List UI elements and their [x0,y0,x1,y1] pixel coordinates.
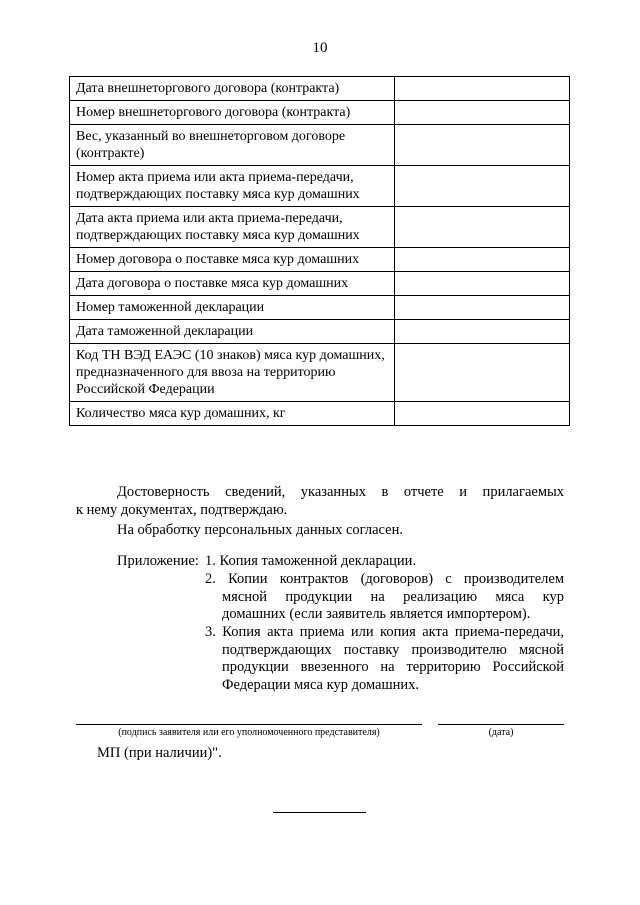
report-table [69,76,570,426]
row-label: Дата внешнеторгового договора (контракта) [70,77,395,101]
table-row [70,166,570,207]
attachment-item-2-line-2: мясной продукции на реализацию мяса кур [222,589,564,605]
row-label: Количество мяса кур домашних, кг [70,402,395,426]
row-value [395,320,570,344]
table-row [70,320,570,344]
stamp-note: МП (при наличии)". [97,745,222,761]
table-row [70,248,570,272]
row-label: Дата договора о поставке мяса кур домашних [70,272,395,296]
signature-line [76,724,422,725]
row-label: Вес, указанный во внешнеторговом договоре (контракте) [70,125,395,166]
row-value [395,402,570,426]
statement-line-2: к нему документах, подтверждаю. [76,502,288,518]
table-row [70,344,570,402]
row-value [395,125,570,166]
row-value [395,272,570,296]
row-label: Дата акта приема или акта приема-передачи, подтверждающих поставку мяса кур домашних [70,207,395,248]
row-label: Дата таможенной декларации [70,320,395,344]
attachment-item-1: 1. Копия таможенной декларации. [205,553,417,569]
table-row [70,101,570,125]
attachment-item-2-line-3: домашних (если заявитель является импортером). [222,606,531,622]
row-value [395,296,570,320]
attachment-item-3-line-2: подтверждающих поставку производителю мясной [222,642,564,658]
table-row [70,77,570,101]
consent-text: На обработку персональных данных согласен. [117,522,403,538]
attachments-heading: Приложение: [117,553,199,569]
table-row [70,125,570,166]
row-label: Номер таможенной декларации [70,296,395,320]
row-label: Номер внешнеторгового договора (контракта) [70,101,395,125]
row-value [395,166,570,207]
row-label: Код ТН ВЭД ЕАЭС (10 знаков) мяса кур домашних, предназначенного для ввоза на территорию Российской Федерации [70,344,395,402]
signature-caption: (подпись заявителя или его уполномоченного представителя) [118,727,380,738]
table-row [70,402,570,426]
row-value [395,344,570,402]
page-number: 10 [312,40,328,56]
table-row [70,207,570,248]
attachment-item-3-line-4: Федерации мяса кур домашних. [222,677,420,693]
date-caption: (дата) [488,727,514,738]
statement-line-1: Достоверность сведений, указанных в отчете и прилагаемых [117,484,564,500]
end-rule [273,812,366,813]
date-line [438,724,564,725]
row-value [395,248,570,272]
attachment-item-2-line-1: 2. Копии контрактов (договоров) с производителем [205,571,564,587]
table-row [70,296,570,320]
row-label: Номер договора о поставке мяса кур домашних [70,248,395,272]
attachment-item-3-line-1: 3. Копия акта приема или копия акта приема-передачи, [205,624,564,640]
row-value [395,101,570,125]
row-label: Номер акта приема или акта приема-передачи, подтверждающих поставку мяса кур домашних [70,166,395,207]
attachment-item-3-line-3: продукции ввезенного на территорию Российской [222,659,564,675]
row-value [395,207,570,248]
row-value [395,77,570,101]
table-row [70,272,570,296]
